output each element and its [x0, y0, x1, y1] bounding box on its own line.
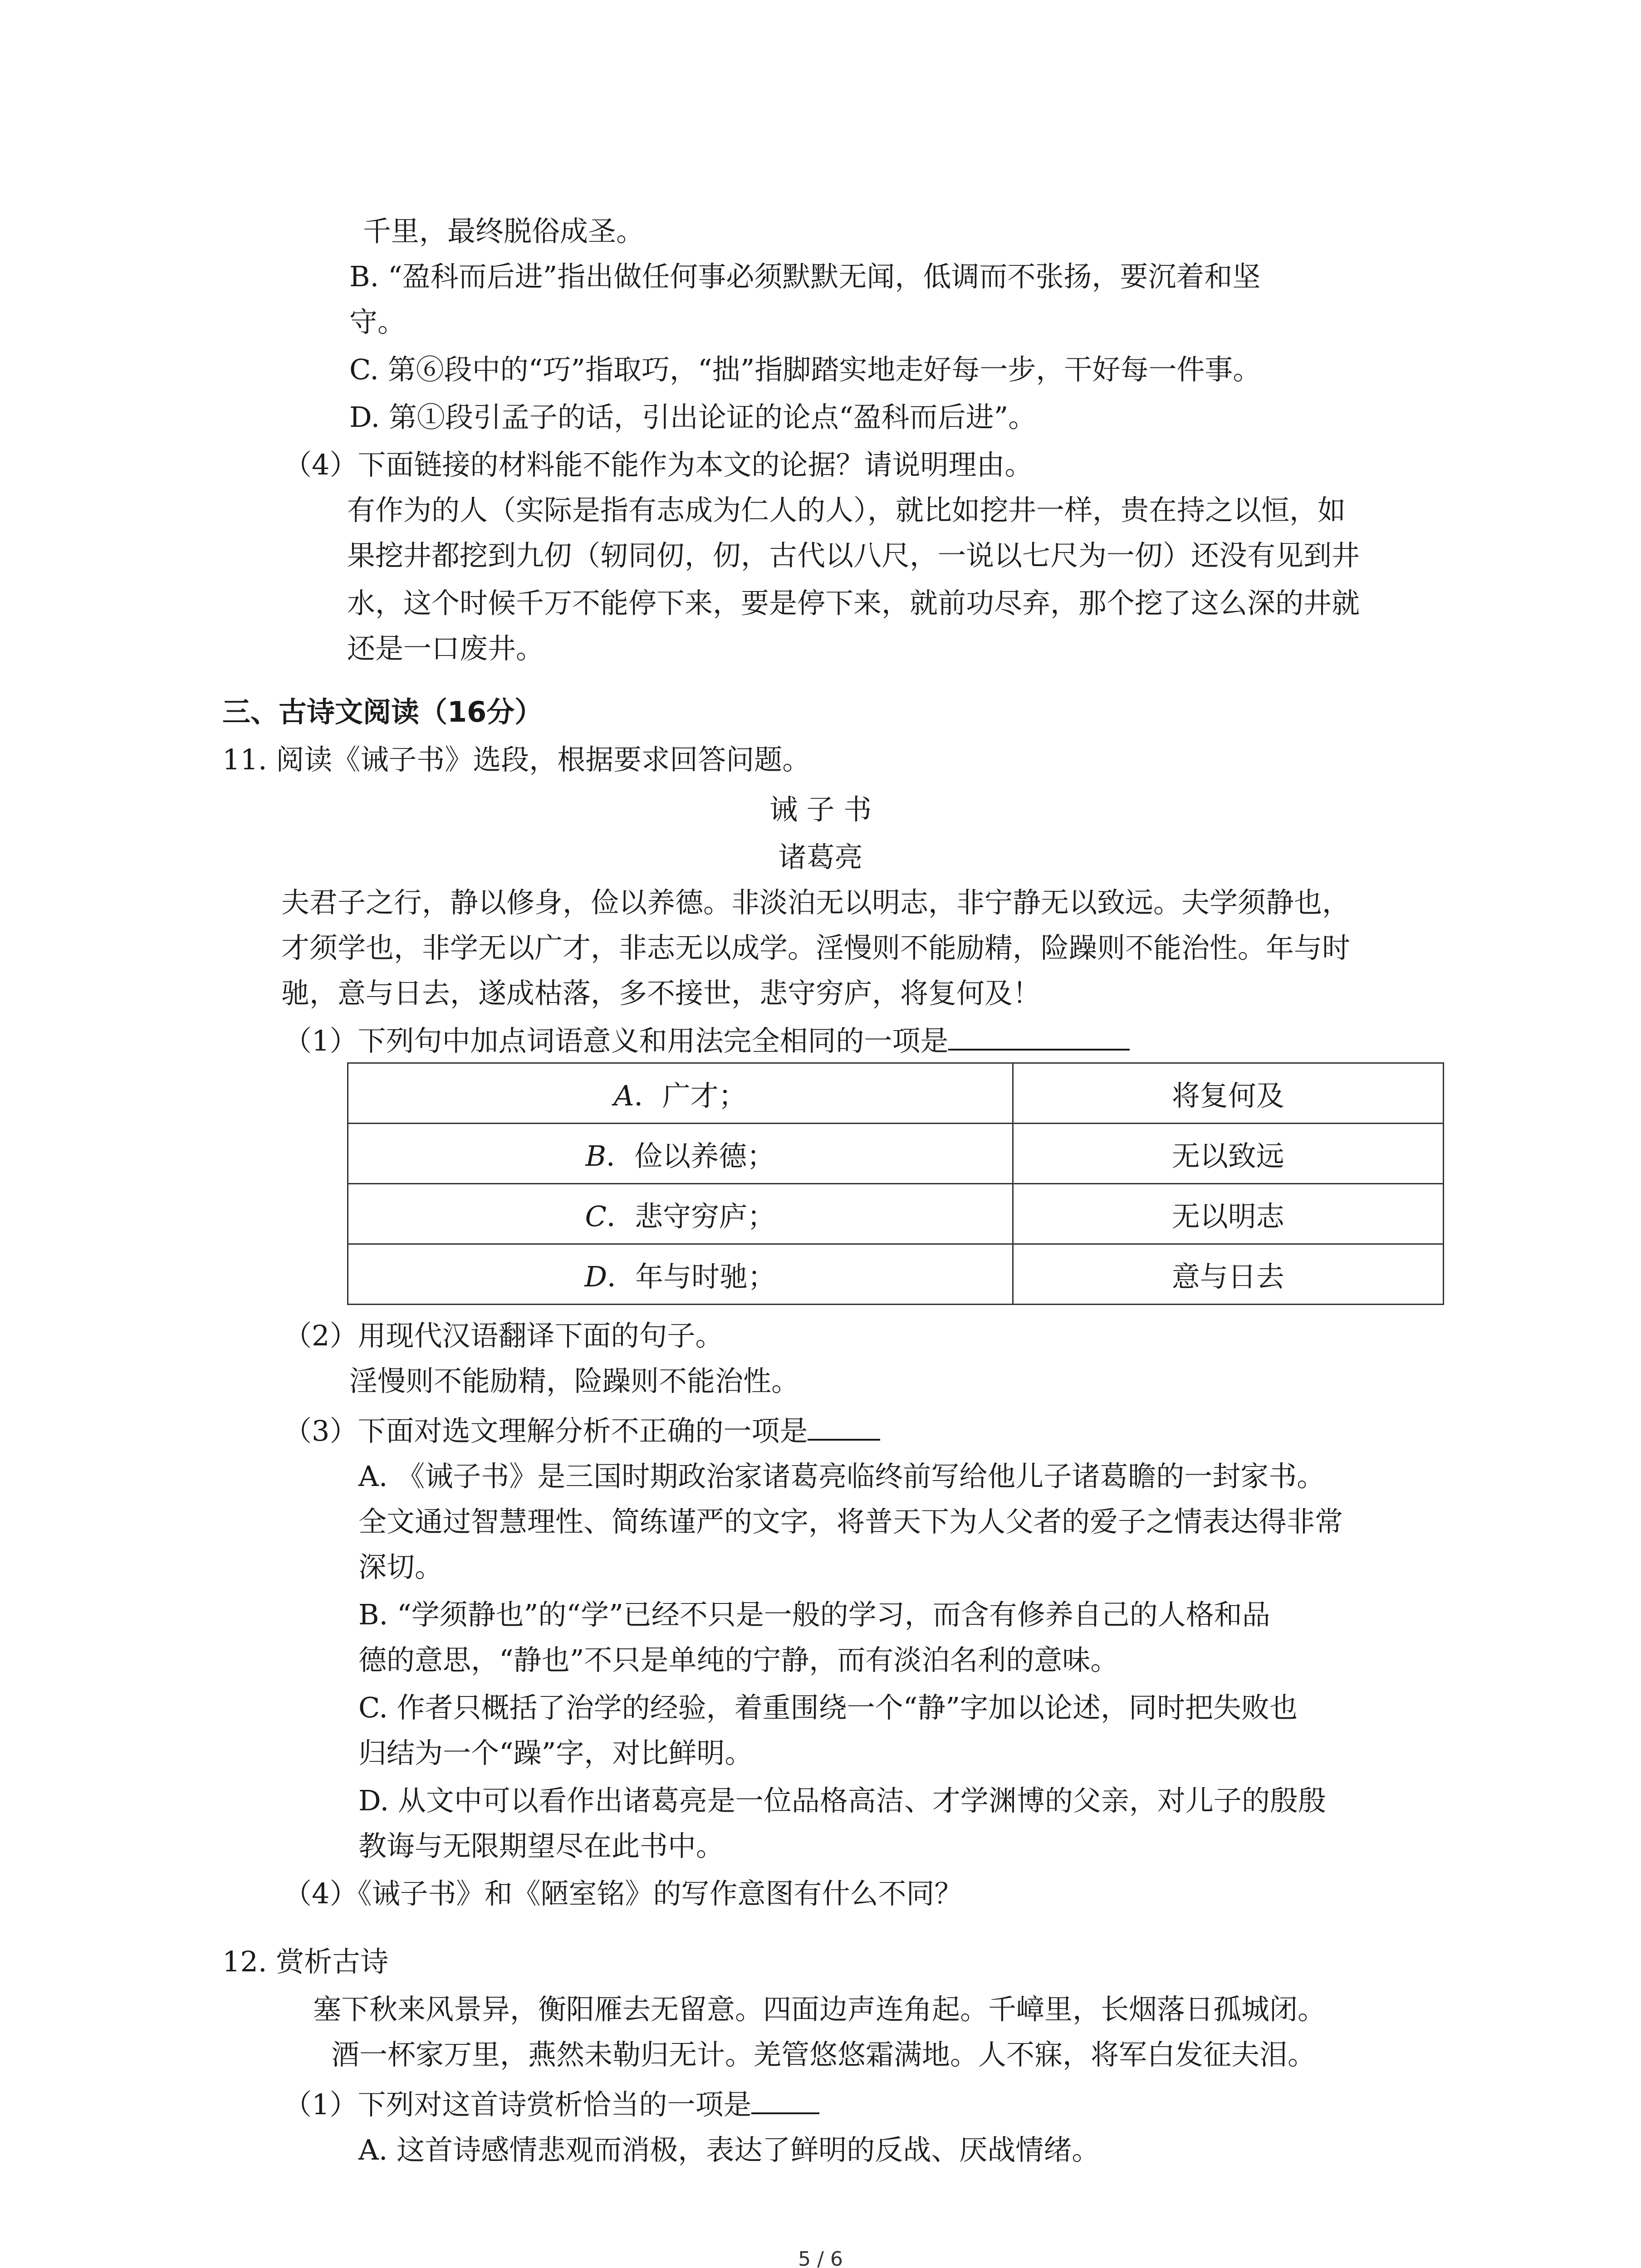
q11-option-c-line1: C. 作者只概括了治学的经验，着重围绕一个“静”字加以论述，同时把失败也 — [358, 1691, 1298, 1724]
table-cell-right: 意与日去 — [1013, 1244, 1443, 1305]
q10-material-line3: 水，这个时候千万不能停下来，要是停下来，就前功尽弃，那个挖了这么深的井就 — [347, 587, 1360, 620]
option-letter: C — [585, 1199, 607, 1233]
q10-option-c: C. 第⑥段中的“巧”指取巧，“拙”指脚踏实地走好每一步，干好每一件事。 — [349, 353, 1261, 386]
q11-option-d-line2: 教诲与无限期望尽在此书中。 — [358, 1829, 725, 1862]
q10-material-line1: 有作为的人（实际是指有志成为仁人的人），就比如挖井一样，贵在持之以恒，如 — [347, 494, 1346, 527]
q11-stem: 11. 阅读《诫子书》选段，根据要求回答问题。 — [222, 743, 811, 776]
q12-poem-line2: 酒一杯家万里，燕然未勒归无计。羌管悠悠霜满地。人不寐，将军白发征夫泪。 — [331, 2038, 1316, 2071]
option-text: ．年与时驰； — [607, 1260, 776, 1293]
table-cell-right: 将复何及 — [1013, 1063, 1443, 1124]
q10-option-a-cont: 千里，最终脱俗成圣。 — [363, 215, 645, 248]
table-row — [348, 1244, 1444, 1305]
option-letter: D — [584, 1260, 607, 1293]
answer-blank[interactable] — [751, 2084, 819, 2114]
q11-passage-line3: 驰，意与日去，遂成枯落，多不接世，悲守穷庐，将复何及！ — [281, 977, 1041, 1010]
table-cell-left — [348, 1063, 1013, 1124]
option-text: ．俭以养德； — [606, 1139, 775, 1173]
q11-options-table — [347, 1062, 1444, 1305]
q12-subquestion-1-text: （1）下列对这首诗赏析恰当的一项是 — [284, 2088, 752, 2121]
table-cell-right: 无以明志 — [1013, 1184, 1443, 1244]
section-3-heading: 三、古诗文阅读（16分） — [222, 695, 543, 728]
q10-material-line2: 果挖井都挖到九仞（轫同仞，仞，古代以八尺，一说以七尺为一仞）还没有见到井 — [347, 539, 1360, 572]
option-text: ．广才； — [634, 1079, 747, 1112]
q11-option-b-line2: 德的意思，“静也”不只是单纯的宁静，而有淡泊名利的意味。 — [358, 1643, 1119, 1677]
option-letter: B — [585, 1139, 607, 1173]
q11-subquestion-2: （2）用现代汉语翻译下面的句子。 — [284, 1319, 724, 1352]
q11-option-c-line2: 归结为一个“躁”字，对比鲜明。 — [358, 1736, 753, 1769]
answer-blank[interactable] — [808, 1411, 880, 1441]
answer-blank[interactable] — [948, 1021, 1130, 1051]
q11-subquestion-1 — [284, 1021, 1130, 1059]
q11-option-b-line1: B. “学须静也”的“学”已经不只是一般的学习，而含有修养自己的人格和品 — [358, 1598, 1270, 1631]
table-row — [348, 1063, 1444, 1124]
q12-stem: 12. 赏析古诗 — [222, 1945, 389, 1978]
q10-option-d: D. 第①段引孟子的话，引出论证的论点“盈科而后进”。 — [349, 401, 1037, 434]
q10-option-b-line2: 守。 — [349, 305, 406, 338]
q11-subquestion-1-text: （1）下列句中加点词语意义和用法完全相同的一项是 — [284, 1024, 949, 1057]
table-row — [348, 1184, 1444, 1244]
q11-option-a-line2: 全文通过智慧理性、简练谨严的文字，将普天下为人父者的爱子之情表达得非常 — [358, 1505, 1343, 1538]
option-letter: A — [613, 1079, 634, 1112]
page-number: 5 / 6 — [798, 2248, 843, 2268]
q10-option-b-line1: B. “盈科而后进”指出做任何事必须默默无闻，低调而不张扬，要沉着和坚 — [349, 260, 1261, 293]
q11-subquestion-3-text: （3）下面对选文理解分析不正确的一项是 — [284, 1414, 808, 1447]
option-text: ．悲守穷庐； — [607, 1199, 776, 1233]
q11-passage-line1: 夫君子之行，静以修身，俭以养德。非淡泊无以明志，非宁静无以致远。夫学须静也， — [281, 886, 1351, 919]
q12-option-a: A. 这首诗感情悲观而消极，表达了鲜明的反战、厌战情绪。 — [358, 2133, 1100, 2166]
q11-subquestion-3 — [284, 1411, 880, 1449]
table-cell-left — [348, 1124, 1013, 1184]
q12-subquestion-1 — [284, 2084, 819, 2123]
q11-text-title: 诫 子 书 — [769, 793, 872, 826]
q10-subquestion-4: （4）下面链接的材料能不能作为本文的论据？请说明理由。 — [284, 448, 1033, 481]
q11-option-d-line1: D. 从文中可以看作出诸葛亮是一位品格高洁、才学渊博的父亲，对儿子的殷殷 — [358, 1784, 1326, 1817]
q11-option-a-line3: 深切。 — [358, 1550, 443, 1584]
table-row — [348, 1124, 1444, 1184]
table-cell-left — [348, 1184, 1013, 1244]
q11-sentence-to-translate: 淫慢则不能励精，险躁则不能治性。 — [349, 1364, 800, 1398]
table-cell-right: 无以致远 — [1013, 1124, 1443, 1184]
q11-passage-line2: 才须学也，非学无以广才，非志无以成学。淫慢则不能励精，险躁则不能治性。年与时 — [281, 931, 1351, 964]
q11-subquestion-4: （4）《诫子书》和《陋室铭》的写作意图有什么不同？ — [284, 1877, 963, 1910]
q11-option-a-line1: A. 《诫子书》是三国时期政治家诸葛亮临终前写给他儿子诸葛瞻的一封家书。 — [358, 1460, 1325, 1493]
q12-poem-line1: 塞下秋来风景异，衡阳雁去无留意。四面边声连角起。千嶂里，长烟落日孤城闭。 — [313, 1993, 1326, 2026]
table-cell-left — [348, 1244, 1013, 1305]
q10-material-line4: 还是一口废井。 — [347, 632, 544, 665]
q11-text-author: 诸葛亮 — [778, 841, 863, 874]
